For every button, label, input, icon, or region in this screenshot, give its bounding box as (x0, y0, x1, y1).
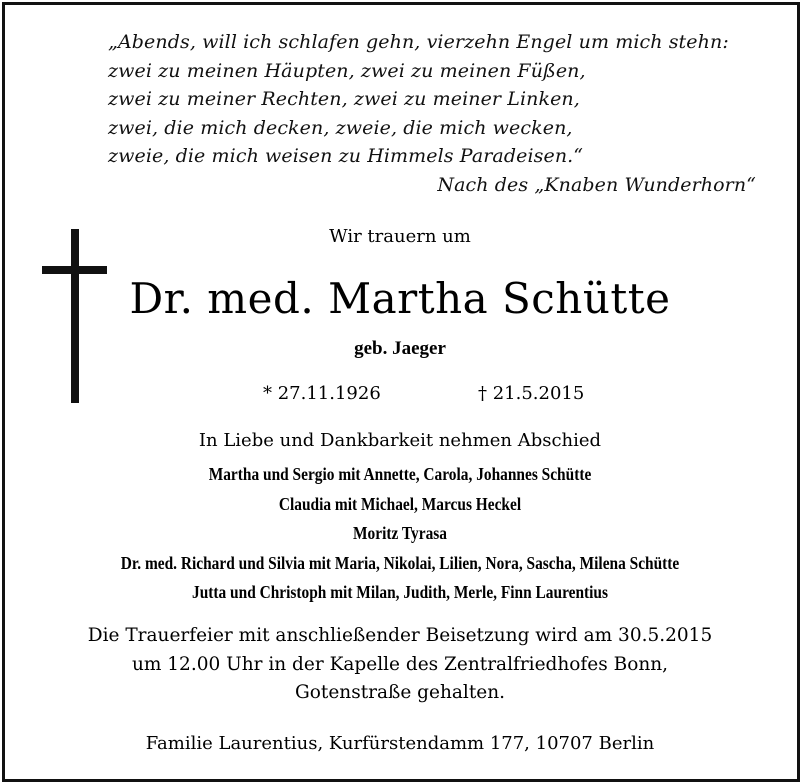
deceased-name: Dr. med. Martha Schütte (129, 274, 671, 323)
service-line: Gotenstraße gehalten. (294, 682, 506, 703)
family-line: Moritz Tyrasa (353, 523, 447, 543)
poem-line: „Abends, will ich schlafen gehn, vierzehn Engel um mich stehn: (108, 31, 729, 53)
poem-line: zwei zu meiner Rechten, zwei zu meiner Linken, (108, 88, 580, 110)
service-info (0, 622, 800, 708)
death-date: † 21.5.2015 (478, 383, 585, 404)
family-list (0, 460, 800, 608)
poem-line: zwei zu meinen Häupten, zwei zu meinen Füßen, (108, 59, 586, 82)
service-line: um 12.00 Uhr in der Kapelle des Zentralfriedhofes Bonn, (131, 653, 669, 675)
farewell-text: In Liebe und Dankbarkeit nehmen Abschied (198, 430, 602, 451)
contact-address: Familie Laurentius, Kurfürstendamm 177, 10707 Berlin (145, 733, 655, 754)
poem-block (108, 28, 768, 199)
poem-line: zwei, die mich decken, zweie, die mich wecken, (108, 116, 573, 139)
family-line: Jutta und Christoph mit Milan, Judith, Merle, Finn Laurentius (191, 582, 608, 602)
family-line: Martha und Sergio mit Annette, Carola, Johannes Schütte (208, 464, 592, 484)
poem-source: Nach des „Knaben Wunderhorn“ (437, 173, 756, 196)
service-line: Die Trauerfeier mit anschließender Beisetzung wird am 30.5.2015 (87, 625, 713, 646)
poem-line: zweie, die mich weisen zu Himmels Paradeisen.“ (108, 145, 584, 167)
mourning-text: Wir trauern um (329, 226, 471, 247)
family-line: Dr. med. Richard und Silvia mit Maria, Nikolai, Lilien, Nora, Sascha, Milena Schütte (120, 552, 680, 573)
birth-date: * 27.11.1926 (263, 383, 381, 404)
cross-horizontal-bar (42, 266, 107, 274)
family-line: Claudia mit Michael, Marcus Heckel (278, 493, 522, 514)
born-name: geb. Jaeger (354, 338, 446, 359)
